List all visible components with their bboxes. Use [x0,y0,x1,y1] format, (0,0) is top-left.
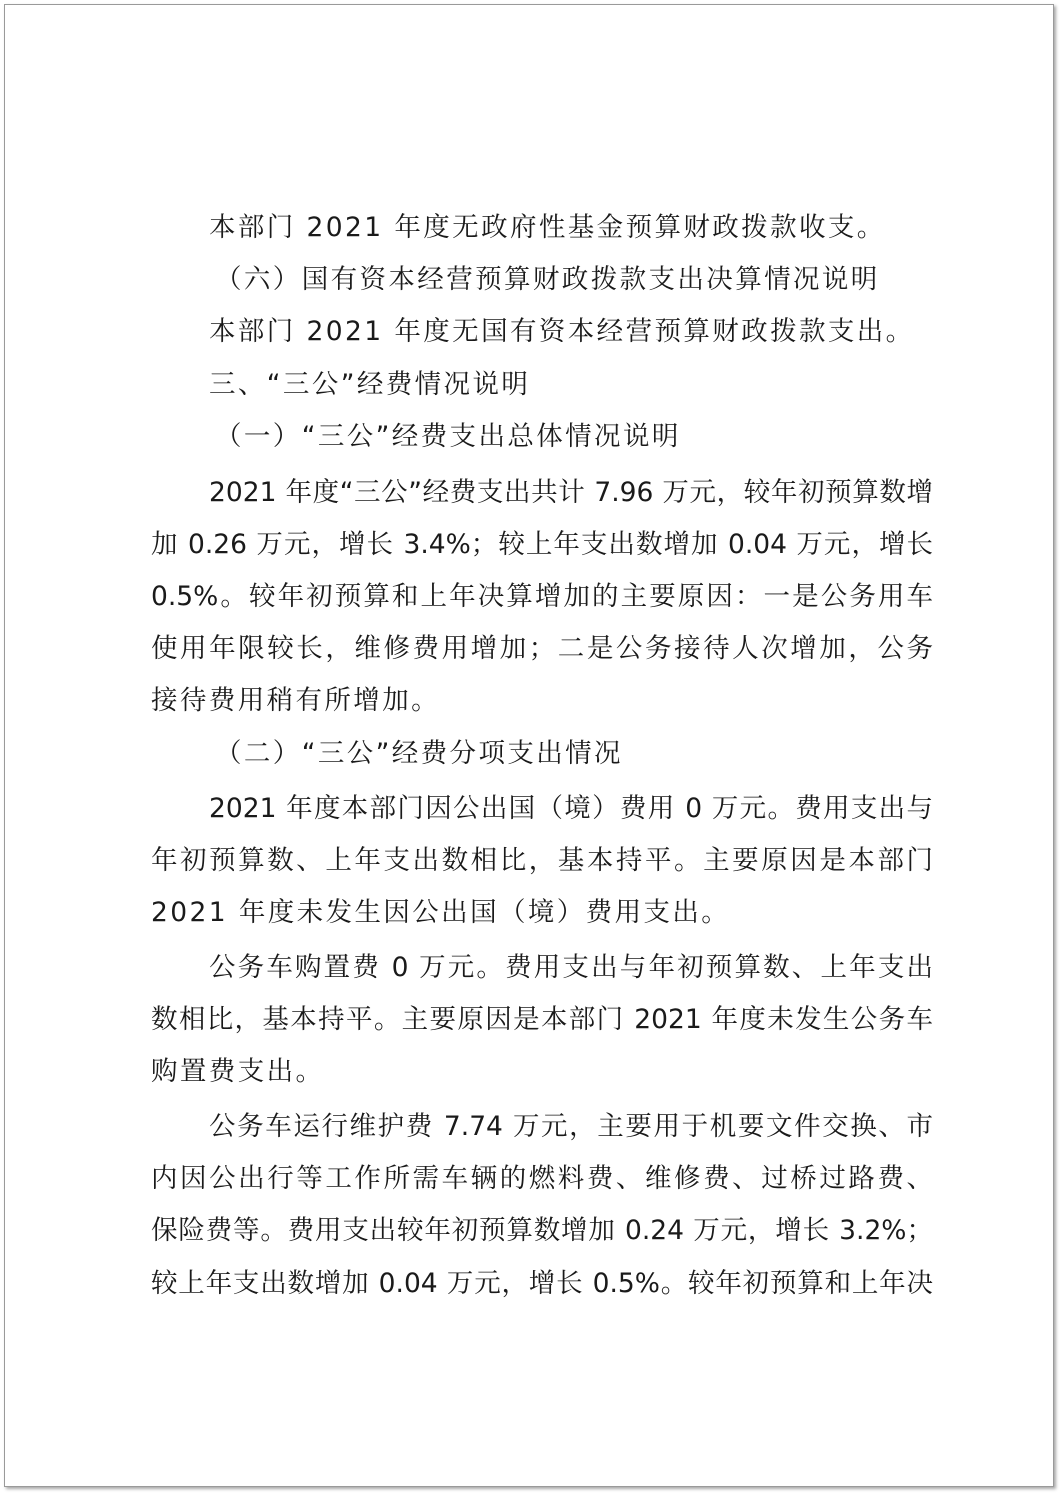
paragraph-line: 数相比，基本持平。主要原因是本部门 2021 年度未发生公务车 [151,1004,933,1035]
paragraph-line: 本部门 2021 年度无政府性基金预算财政拨款收支。 [209,212,886,243]
paragraph-line: 公务车运行维护费 7.74 万元，主要用于机要文件交换、市 [209,1111,933,1142]
paragraph-line: 购置费支出。 [151,1056,325,1087]
section-heading: （六）国有资本经营预算财政拨款支出决算情况说明 [215,264,880,295]
section-heading: 三、“三公”经费情况说明 [209,369,531,400]
paragraph-line: 使用年限较长，维修费用增加；二是公务接待人次增加，公务 [151,633,933,664]
section-heading: （一）“三公”经费支出总体情况说明 [215,421,681,452]
paragraph-line: 本部门 2021 年度无国有资本经营预算财政拨款支出。 [209,316,915,347]
paragraph-line: 0.5%。较年初预算和上年决算增加的主要原因：一是公务用车 [151,581,933,612]
paragraph-line: 年初预算数、上年支出数相比，基本持平。主要原因是本部门 [151,845,933,876]
paragraph-line: 2021 年度本部门因公出国（境）费用 0 万元。费用支出与 [209,793,933,824]
section-heading: （二）“三公”经费分项支出情况 [215,738,623,769]
paragraph-line: 2021 年度“三公”经费支出共计 7.96 万元，较年初预算数增 [209,477,933,508]
paragraph-line: 接待费用稍有所增加。 [151,685,440,716]
paragraph-line: 保险费等。费用支出较年初预算数增加 0.24 万元，增长 3.2%； [151,1215,933,1246]
paragraph-line: 加 0.26 万元，增长 3.4%；较上年支出数增加 0.04 万元，增长 [151,529,933,560]
paragraph-line: 内因公出行等工作所需车辆的燃料费、维修费、过桥过路费、 [151,1163,933,1194]
document-page [4,4,1054,1487]
paragraph-line: 2021 年度未发生因公出国（境）费用支出。 [151,897,731,928]
paragraph-line: 公务车购置费 0 万元。费用支出与年初预算数、上年支出 [209,952,933,983]
paragraph-line: 较上年支出数增加 0.04 万元，增长 0.5%。较年初预算和上年决 [151,1268,933,1299]
